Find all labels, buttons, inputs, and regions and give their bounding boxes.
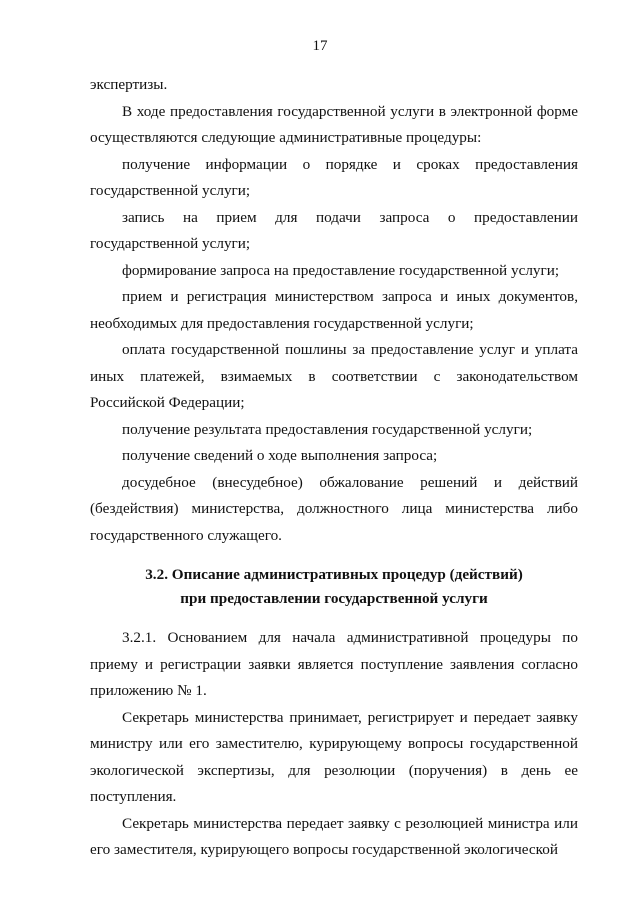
section-heading: [90, 563, 578, 611]
body-paragraph: 3.2.1. Основанием для начала административной процедуры по приему и регистрации заявки является поступление заявления согласно приложению № 1.: [90, 629, 578, 699]
body-paragraph: экспертизы.: [90, 76, 168, 93]
body-paragraph: запись на прием для подачи запроса о предоставлении государственной услуги;: [90, 208, 578, 252]
body-paragraph: Секретарь министерства принимает, регистрирует и передает заявку министру или его заместителю, курирующему вопросы государственной экологической экспертизы, для резолюции (поручения) в день ее поступления.: [90, 708, 578, 805]
paragraphs-after-heading: [90, 625, 578, 864]
body-paragraph: получение результата предоставления государственной услуги;: [122, 420, 533, 438]
body-paragraph: прием и регистрация министерством запроса и иных документов, необходимых для предоставления государственной услуги;: [90, 288, 578, 332]
paragraphs-before-heading: [90, 72, 578, 549]
body-paragraph: досудебное (внесудебное) обжалование решений и действий (бездействия) министерства, должностного лица министерства либо государственного служащего.: [90, 473, 578, 544]
section-heading-line-1: 3.2. Описание административных процедур (действий): [145, 566, 523, 583]
document-body: [90, 72, 578, 864]
body-paragraph: В ходе предоставления государственной услуги в электронной форме осуществляются следующие административные процедуры:: [90, 102, 578, 146]
body-paragraph: получение информации о порядке и сроках предоставления государственной услуги;: [90, 155, 578, 199]
body-paragraph: получение сведений о ходе выполнения запроса;: [122, 447, 438, 464]
body-paragraph: Секретарь министерства передает заявку с резолюцией министра или его заместителя, курирующего вопросы государственной экологической: [90, 814, 578, 858]
body-paragraph: оплата государственной пошлины за предоставление услуг и уплата иных платежей, взимаемых в соответствии с законодательством Российской Федерации;: [90, 341, 578, 411]
body-paragraph: формирование запроса на предоставление государственной услуги;: [122, 261, 560, 279]
section-heading-line-2: при предоставлении государственной услуги: [180, 590, 488, 607]
page-number: 17: [312, 38, 328, 54]
